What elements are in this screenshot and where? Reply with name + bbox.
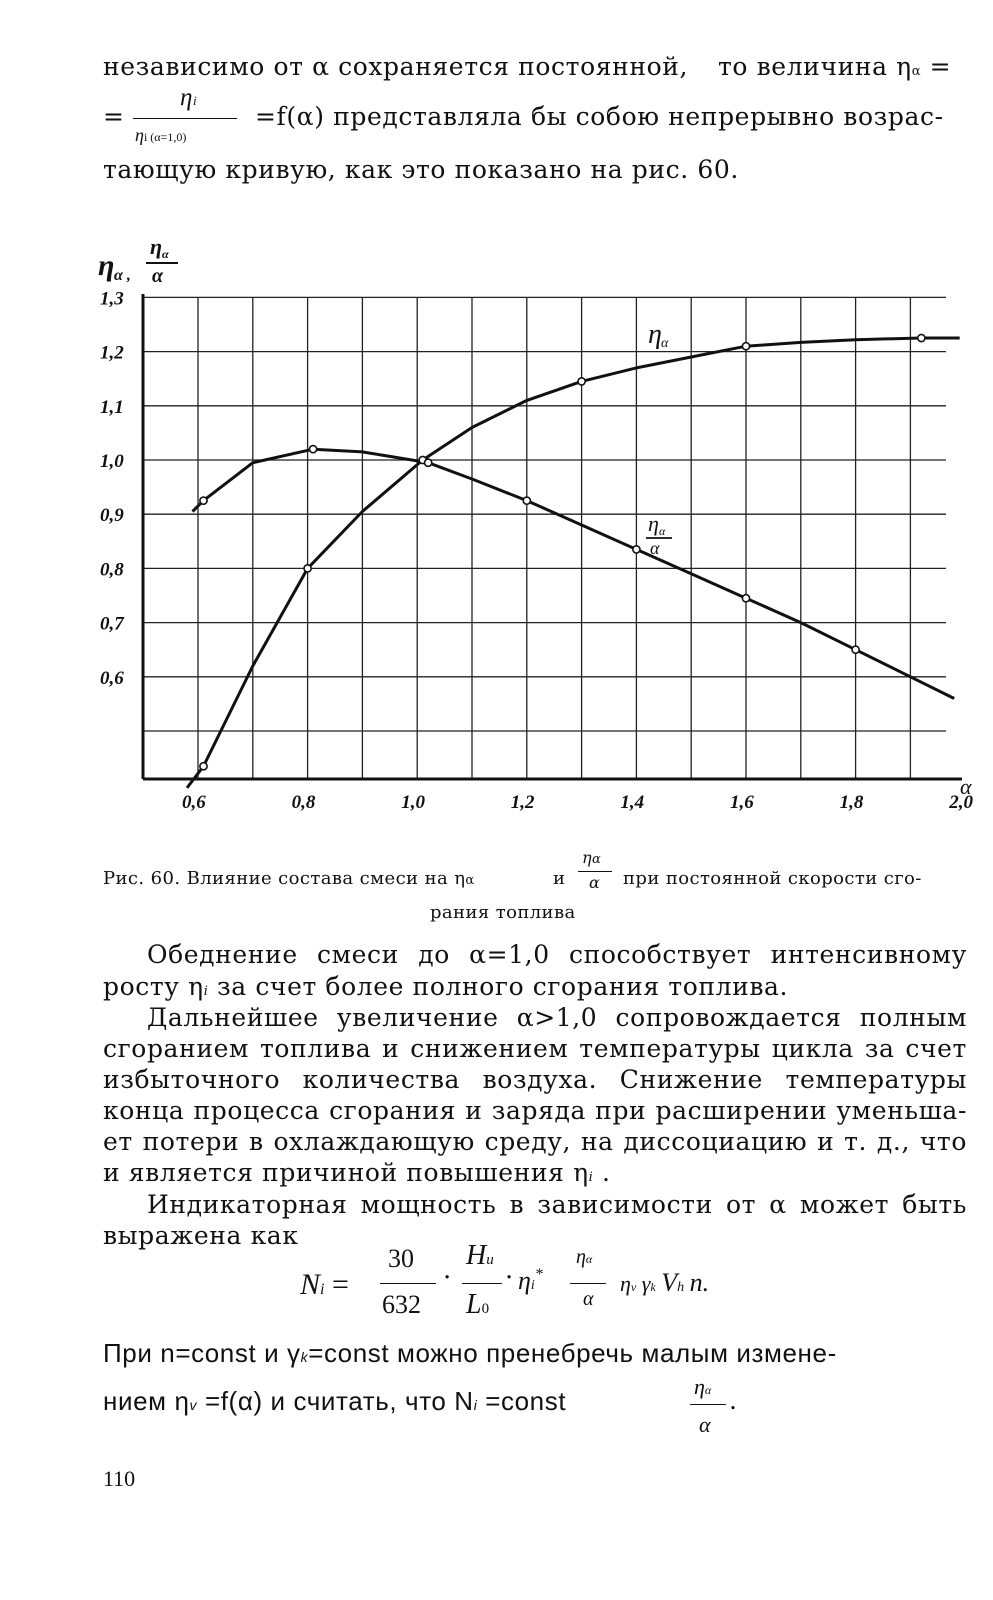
series-label-eta-alpha-sub: α [661, 336, 669, 351]
x-tick-label: 1,6 [730, 792, 754, 813]
chart-axes [143, 294, 962, 779]
paragraph-5-line-2: нием ηv =f(α) и считать, что Ni =const [103, 1386, 567, 1416]
series-label-frac-num-sub: α [659, 524, 666, 538]
formula-f2-num: Hu [466, 1240, 494, 1271]
paragraph-3-line-6: и является причиной повышения ηi . [103, 1158, 611, 1187]
x-tick-label: 1,2 [510, 792, 535, 813]
paragraph-5-end: . [729, 1386, 738, 1415]
formula-lhs: Ni = [300, 1268, 349, 1301]
y-axis-frac-num-sub: α [162, 247, 169, 261]
formula-eta-i: ηi* [518, 1266, 543, 1295]
y-tick-label: 1,0 [100, 451, 124, 472]
data-point-eta-alpha-over-alpha [200, 497, 207, 504]
data-point-eta-alpha-over-alpha [309, 446, 316, 453]
top-line-2-rest: =f(α) представляла бы собою непрерывно возрас- [255, 102, 944, 131]
formula-dot-2: · [505, 1263, 514, 1293]
y-axis-frac-den: α [152, 265, 164, 287]
y-tick-label: 1,3 [100, 288, 124, 310]
top-line-2-eq: = [103, 102, 125, 131]
x-tick-label: 0,6 [182, 792, 206, 813]
formula-tail: ηv γk Vh n. [620, 1268, 710, 1297]
paragraph-4-line-1: Индикаторная мощность в зависимости от α может быть [147, 1190, 967, 1219]
page-number: 110 [103, 1466, 136, 1491]
formula-dot-1: · [443, 1263, 452, 1293]
figure-caption-frac-den: α [589, 873, 601, 892]
data-point-eta-alpha [578, 378, 585, 385]
paragraph-5-frac-den: α [699, 1412, 711, 1437]
data-point-eta-alpha-over-alpha [523, 497, 530, 504]
series-label-frac-den: α [650, 538, 660, 558]
data-point-eta-alpha-over-alpha [633, 546, 640, 553]
figure-caption-frac-num: ηα [582, 848, 602, 867]
formula-f3-bar [570, 1283, 606, 1284]
figure-caption-line-2: рания топлива [430, 902, 576, 923]
top-line-2-denominator: ηi (α=1,0) [135, 125, 187, 145]
data-point-eta-alpha [304, 565, 311, 572]
chart-tick-labels [100, 288, 973, 813]
data-point-eta-alpha-over-alpha [425, 459, 432, 466]
data-point-eta-alpha [742, 343, 749, 350]
data-point-eta-alpha-over-alpha [852, 646, 859, 653]
figure-caption-frac-bar [578, 871, 612, 872]
figure-caption-suffix: при постоянной скорости сго- [623, 868, 922, 889]
x-axis-label: α [960, 774, 972, 799]
data-point-eta-alpha [918, 334, 925, 341]
formula-f1-den: 632 [382, 1290, 421, 1319]
formula-f3-num: ηα [576, 1246, 593, 1268]
paragraph-5-frac-num: ηα [694, 1374, 712, 1399]
paragraph-2-line-2: росту ηi за счет более полного сгорания топлива. [103, 972, 789, 1001]
y-tick-label: 1,1 [100, 396, 124, 418]
x-tick-label: 1,0 [401, 792, 425, 813]
y-axis-label: η [98, 249, 115, 282]
y-tick-label: 0,6 [100, 667, 124, 689]
paragraph-3-line-5: ет потери в охлаждающую среду, на диссоциацию и т. д., что [103, 1127, 967, 1156]
y-axis-frac-num: η [150, 234, 163, 259]
formula-f2-bar [462, 1283, 502, 1284]
data-point-eta-alpha-over-alpha [742, 595, 749, 602]
series-label-frac-num: η [648, 511, 659, 536]
formula-f1-num: 30 [388, 1244, 414, 1273]
x-tick-label: 1,4 [620, 792, 645, 813]
data-point-eta-alpha [200, 763, 207, 770]
formula-f3-den: α [583, 1288, 594, 1310]
paragraph-4-line-2: выражена как [103, 1221, 299, 1250]
y-tick-label: 0,8 [100, 559, 124, 581]
figure-caption-mid: и [553, 868, 566, 889]
top-line-2-numerator: ηi [180, 84, 198, 111]
x-tick-label: 1,8 [839, 792, 864, 813]
paragraph-3-line-1: Дальнейшее увеличение α>1,0 сопровождается полным [147, 1003, 967, 1032]
curve-eta-alpha-over-alpha [193, 449, 955, 698]
y-axis-label-sub: α , [114, 267, 131, 284]
figure-caption-line-1: Рис. 60. Влияние состава смеси на ηα [103, 868, 475, 889]
paragraph-3-line-4: конца процесса сгорания и заряда при расширении уменьша- [103, 1096, 967, 1125]
paragraph-5-line-1: При n=const и γk=const можно пренебречь малым измене- [103, 1338, 837, 1368]
x-tick-label: 0,8 [291, 792, 316, 813]
x-tick-label: 2,0 [949, 792, 973, 813]
y-tick-label: 1,2 [100, 342, 124, 364]
series-label-eta-alpha: η [648, 319, 662, 350]
chart-grid [143, 297, 946, 779]
top-line-3: тающую кривую, как это показано на рис. 60. [103, 155, 739, 184]
chart-points [200, 334, 925, 769]
paragraph-2-line-1: Обеднение смеси до α=1,0 способствует интенсивному [147, 940, 967, 969]
paragraph-3-line-3: избыточного количества воздуха. Снижение температуры [103, 1065, 967, 1094]
top-line-1: независимо от α сохраняется постоянной, [103, 52, 689, 81]
paragraph-5-frac-bar [690, 1404, 726, 1405]
y-tick-label: 0,9 [100, 505, 124, 527]
formula-f1-bar [380, 1283, 436, 1284]
formula-f2-den: L0 [466, 1289, 490, 1320]
y-tick-label: 0,7 [100, 613, 124, 635]
top-line-1-right: то величина ηα = [718, 52, 952, 81]
paragraph-3-line-2: сгоранием топлива и снижением температуры цикла за счет [103, 1034, 967, 1063]
